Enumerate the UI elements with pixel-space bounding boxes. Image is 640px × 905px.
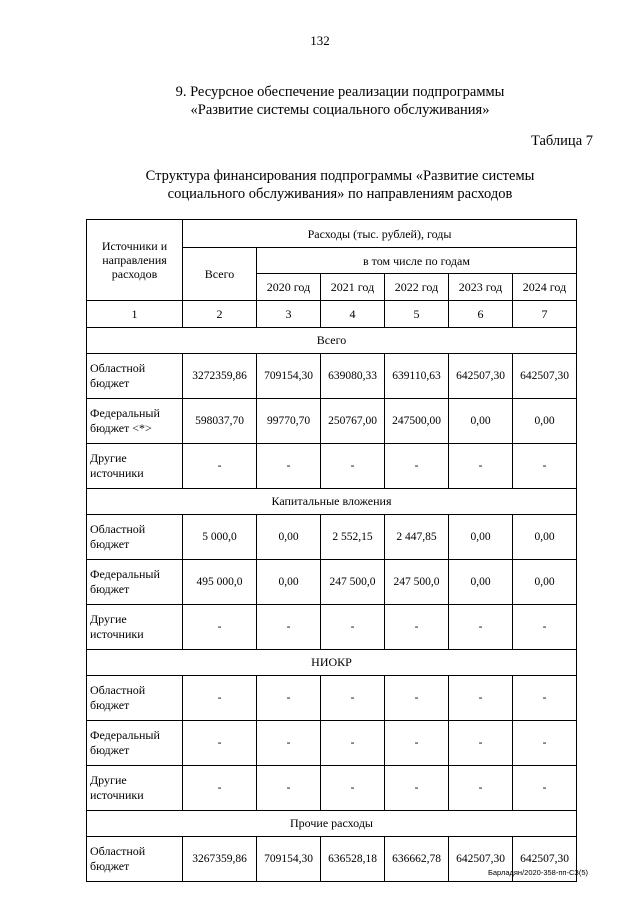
column-number: 7 (513, 301, 577, 328)
value-cell: 99770,70 (257, 399, 321, 444)
value-cell: - (513, 605, 577, 650)
value-cell: - (513, 676, 577, 721)
value-cell: - (257, 676, 321, 721)
table-caption-line2: социального обслуживания» по направлениям расходов (167, 186, 513, 202)
table-row (87, 354, 577, 399)
value-cell: 0,00 (257, 560, 321, 605)
value-cell: 0,00 (449, 560, 513, 605)
source-cell: Областной бюджет (87, 515, 183, 560)
value-cell: - (385, 721, 449, 766)
header-year: 2024 год (513, 274, 577, 301)
value-cell: - (449, 766, 513, 811)
value-cell: 0,00 (449, 399, 513, 444)
section-heading (120, 83, 560, 119)
financing-table (86, 219, 577, 882)
value-cell: 639110,63 (385, 354, 449, 399)
value-cell: 0,00 (449, 515, 513, 560)
value-cell: 247500,00 (385, 399, 449, 444)
value-cell: 5 000,0 (183, 515, 257, 560)
value-cell: 495 000,0 (183, 560, 257, 605)
value-cell: 642507,30 (449, 354, 513, 399)
value-cell: 0,00 (513, 399, 577, 444)
value-cell: - (449, 444, 513, 489)
page-number: 132 (310, 33, 330, 48)
source-cell: Федеральный бюджет (87, 560, 183, 605)
source-cell: Федеральный бюджет <*> (87, 399, 183, 444)
value-cell: - (183, 605, 257, 650)
value-cell: 709154,30 (257, 354, 321, 399)
value-cell: - (183, 766, 257, 811)
value-cell: 250767,00 (321, 399, 385, 444)
value-cell: - (449, 721, 513, 766)
value-cell: 0,00 (257, 515, 321, 560)
value-cell: - (257, 721, 321, 766)
header-total: Всего (183, 248, 257, 301)
table-number: Таблица 7 (530, 133, 593, 149)
value-cell: - (257, 605, 321, 650)
table-row (87, 676, 577, 721)
value-cell: - (321, 676, 385, 721)
table-caption-line1: Структура финансирования подпрограммы «Развитие системы (145, 168, 535, 184)
document-code: Барладян/2020-358-пп-СЗ(5) (487, 868, 588, 877)
value-cell: 2 552,15 (321, 515, 385, 560)
value-cell: - (385, 676, 449, 721)
value-cell: 642507,30 (513, 837, 577, 882)
value-cell: - (385, 766, 449, 811)
source-cell: Другие источники (87, 605, 183, 650)
value-cell: - (321, 444, 385, 489)
source-cell: Другие источники (87, 444, 183, 489)
value-cell: 639080,33 (321, 354, 385, 399)
source-cell: Другие источники (87, 766, 183, 811)
header-expenses: Расходы (тыс. рублей), годы (183, 220, 577, 248)
value-cell: 636528,18 (321, 837, 385, 882)
value-cell: - (183, 676, 257, 721)
value-cell: - (449, 605, 513, 650)
table-row (87, 515, 577, 560)
section-row (87, 811, 577, 837)
value-cell: - (513, 444, 577, 489)
value-cell: - (513, 766, 577, 811)
value-cell: - (321, 766, 385, 811)
section-row (87, 650, 577, 676)
column-number: 2 (183, 301, 257, 328)
value-cell: 3272359,86 (183, 354, 257, 399)
value-cell: - (321, 605, 385, 650)
section-title: Капитальные вложения (87, 489, 577, 515)
value-cell: 247 500,0 (321, 560, 385, 605)
table-row (87, 766, 577, 811)
value-cell: 0,00 (513, 515, 577, 560)
value-cell: - (183, 444, 257, 489)
value-cell: - (385, 444, 449, 489)
section-row (87, 328, 577, 354)
value-cell: - (257, 444, 321, 489)
source-cell: Областной бюджет (87, 676, 183, 721)
table-row (87, 605, 577, 650)
value-cell: 2 447,85 (385, 515, 449, 560)
table-row (87, 399, 577, 444)
table-row (87, 560, 577, 605)
table-row (87, 721, 577, 766)
table-row (87, 444, 577, 489)
value-cell: 642507,30 (449, 837, 513, 882)
value-cell: 636662,78 (385, 837, 449, 882)
value-cell: - (257, 766, 321, 811)
header-year: 2022 год (385, 274, 449, 301)
value-cell: 247 500,0 (385, 560, 449, 605)
table-caption (110, 167, 570, 203)
section-title: НИОКР (87, 650, 577, 676)
section-title: Всего (87, 328, 577, 354)
column-number: 1 (87, 301, 183, 328)
value-cell: 642507,30 (513, 354, 577, 399)
source-cell: Федеральный бюджет (87, 721, 183, 766)
header-year: 2021 год (321, 274, 385, 301)
value-cell: - (449, 676, 513, 721)
value-cell: 0,00 (513, 560, 577, 605)
section-heading-line1: 9. Ресурсное обеспечение реализации подпрограммы (175, 84, 505, 100)
value-cell: - (385, 605, 449, 650)
section-title: Прочие расходы (87, 811, 577, 837)
source-cell: Областной бюджет (87, 354, 183, 399)
value-cell: - (513, 721, 577, 766)
header-sources: Источники и направления расходов (87, 220, 183, 301)
section-heading-line2: «Развитие системы социального обслуживания» (190, 102, 490, 118)
header-year: 2020 год (257, 274, 321, 301)
header-year: 2023 год (449, 274, 513, 301)
column-number: 3 (257, 301, 321, 328)
value-cell: - (183, 721, 257, 766)
section-row (87, 489, 577, 515)
value-cell: - (321, 721, 385, 766)
column-number: 6 (449, 301, 513, 328)
value-cell: 709154,30 (257, 837, 321, 882)
column-number: 4 (321, 301, 385, 328)
source-cell: Областной бюджет (87, 837, 183, 882)
value-cell: 598037,70 (183, 399, 257, 444)
column-number: 5 (385, 301, 449, 328)
value-cell: 3267359,86 (183, 837, 257, 882)
header-by-years: в том числе по годам (257, 248, 577, 274)
